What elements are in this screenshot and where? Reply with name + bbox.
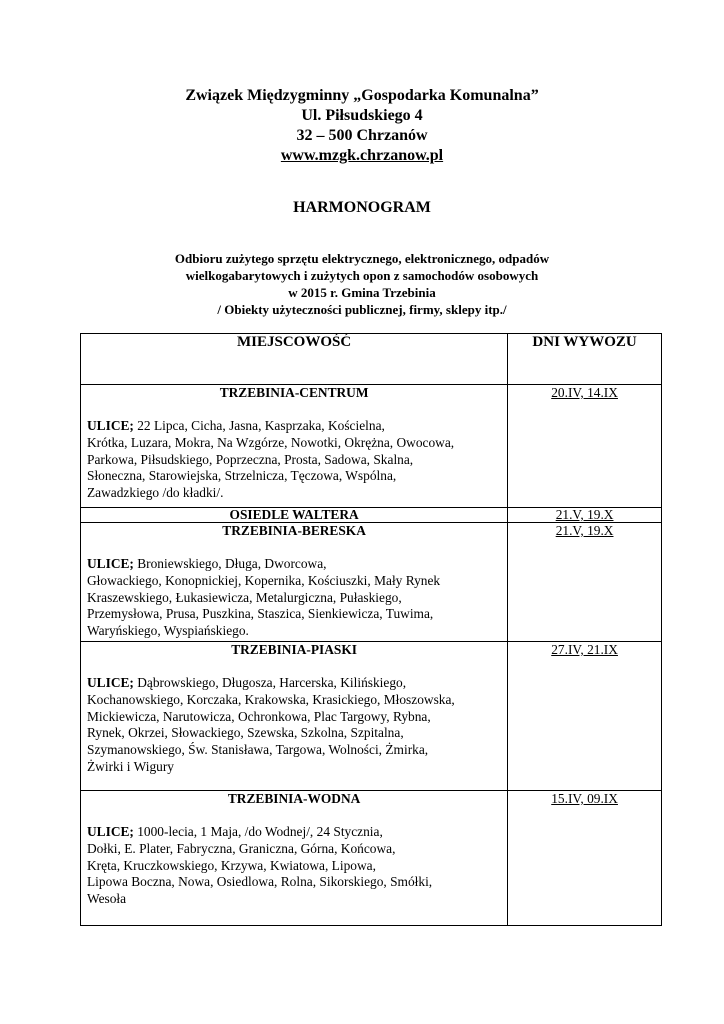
district-name: TRZEBINIA-CENTRUM [219, 385, 369, 400]
street-line: Parkowa, Piłsudskiego, Poprzeczna, Prosta, Sadowa, Skalna, [87, 451, 414, 467]
street-line: Wesoła [87, 891, 127, 907]
place-cell [81, 642, 508, 791]
table-header-row [81, 334, 662, 385]
place-cell [81, 385, 508, 508]
street-line: Przemysłowa, Prusa, Puszkina, Staszica, Sienkiewicza, Tuwima, [87, 606, 434, 622]
street-line: Mickiewicza, Narutowicza, Ochronkowa, Plac Targowy, Rybna, [87, 708, 431, 724]
subtitle-line: Odbioru zużytego sprzętu elektrycznego, elektronicznego, odpadów [174, 251, 550, 266]
subtitle-line: / Obiekty użyteczności publicznej, firmy, sklepy itp./ [217, 302, 507, 317]
table-row [81, 523, 662, 642]
street-line: 22 Lipca, Cicha, Jasna, Kasprzaka, Kościelna, [133, 418, 385, 433]
street-line: Kraszewskiego, Łukasiewicza, Metalurgiczna, Pułaskiego, [87, 589, 402, 605]
collection-days: 27.IV, 21.IX [508, 642, 662, 791]
street-line: Krótka, Luzara, Mokra, Na Wzgórze, Nowotki, Okrężna, Owocowa, [87, 434, 455, 450]
street-line: Broniewskiego, Długa, Dworcowa, [133, 556, 327, 571]
street-line: Słoneczna, Starowiejska, Strzelnicza, Tęczowa, Wspólna, [87, 468, 397, 484]
document-title: HARMONOGRAM [293, 199, 431, 216]
street-line: Dąbrowskiego, Długosza, Harcerska, Kilińskiego, [133, 675, 407, 690]
collection-days: 15.IV, 09.IX [508, 791, 662, 926]
collection-days: 21.V, 19.X [508, 523, 662, 642]
district-name: TRZEBINIA-WODNA [227, 791, 361, 806]
street-list [81, 556, 507, 640]
district-name: TRZEBINIA-BERESKA [222, 523, 366, 538]
subtitle-line: w 2015 r. Gmina Trzebinia [288, 285, 436, 300]
street-list [81, 824, 507, 908]
street-line: Dołki, E. Plater, Fabryczna, Graniczna, Górna, Końcowa, [87, 840, 396, 856]
organization-website-link[interactable]: www.mzgk.chrzanow.pl [280, 147, 444, 164]
street-line: Kręta, Kruczkowskiego, Krzywa, Kwiatowa, Lipowa, [87, 857, 376, 873]
streets-label: ULICE; [87, 824, 134, 839]
street-line: Rynek, Okrzei, Słowackiego, Szewska, Szkolna, Szpitalna, [87, 725, 404, 741]
table-row [81, 642, 662, 791]
collection-days: 20.IV, 14.IX [508, 385, 662, 508]
street-line: Szymanowskiego, Św. Stanisława, Targowa, Wolności, Żmirka, [87, 742, 429, 758]
organization-city: 32 – 500 Chrzanów [296, 127, 428, 144]
street-list [81, 675, 507, 776]
collection-days: 21.V, 19.X [508, 508, 662, 523]
organization-street: Ul. Piłsudskiego 4 [301, 107, 423, 124]
document-subtitle [0, 250, 724, 318]
column-header-place: MIEJSCOWOŚĆ [81, 334, 508, 385]
table-row [81, 385, 662, 508]
place-cell [81, 791, 508, 926]
streets-label: ULICE; [87, 418, 134, 433]
street-line: 1000-lecia, 1 Maja, /do Wodnej/, 24 Stycznia, [133, 824, 383, 839]
organization-header [0, 86, 724, 166]
collection-schedule-table [80, 333, 662, 926]
place-cell [81, 523, 508, 642]
street-line: Żwirki i Wigury [87, 758, 174, 774]
street-line: Waryńskiego, Wyspiańskiego. [87, 623, 249, 639]
street-line: Kochanowskiego, Korczaka, Krakowska, Krasickiego, Młoszowska, [87, 691, 455, 707]
street-list [81, 418, 507, 502]
street-line: Zawadzkiego /do kładki/. [87, 485, 224, 501]
district-name: OSIEDLE WALTERA [81, 508, 508, 523]
table-row [81, 508, 662, 523]
organization-name: Związek Międzygminny „Gospodarka Komunalna” [185, 87, 539, 104]
street-line: Głowackiego, Konopnickiej, Kopernika, Kościuszki, Mały Rynek [87, 572, 441, 588]
table-row [81, 791, 662, 926]
streets-label: ULICE; [87, 675, 134, 690]
column-header-days: DNI WYWOZU [508, 334, 662, 385]
district-name: TRZEBINIA-PIASKI [231, 642, 357, 657]
subtitle-line: wielkogabarytowych i zużytych opon z samochodów osobowych [185, 268, 539, 283]
street-line: Lipowa Boczna, Nowa, Osiedlowa, Rolna, Sikorskiego, Smółki, [87, 874, 433, 890]
streets-label: ULICE; [87, 556, 134, 571]
